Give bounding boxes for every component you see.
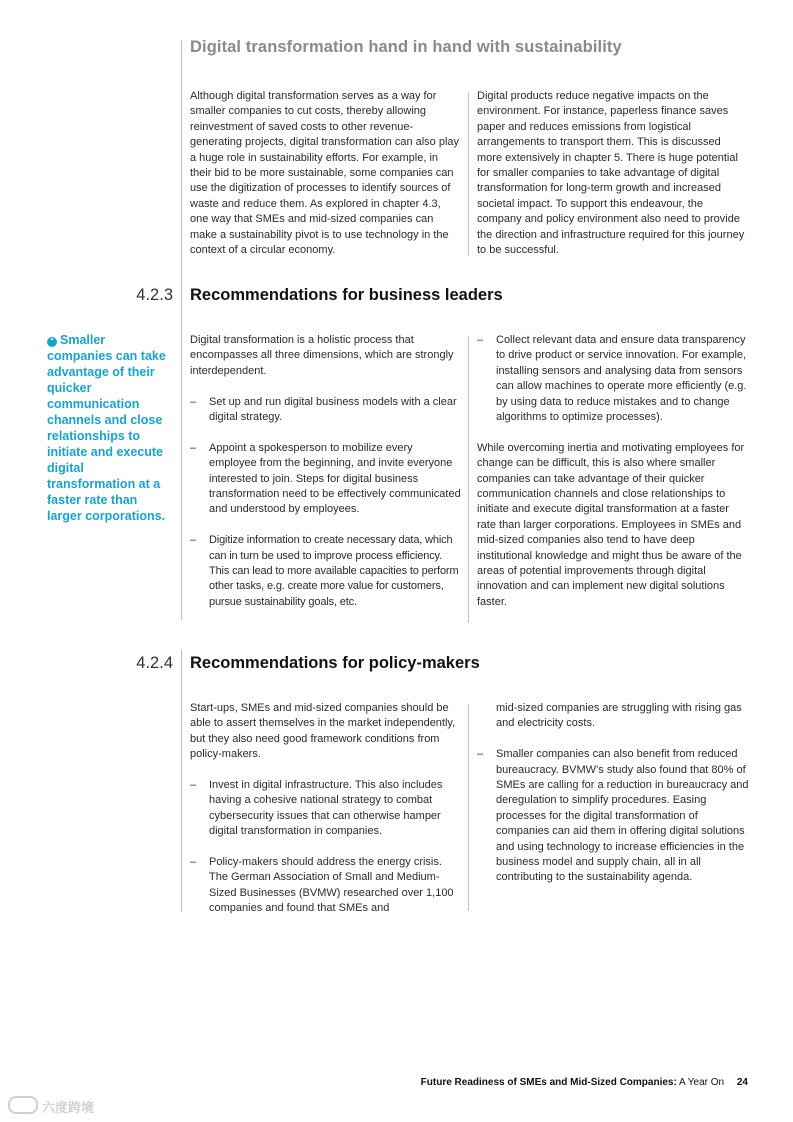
quote-icon: “: [47, 337, 57, 347]
pull-quote-text: Smaller companies can take advantage of their quicker communication channels and close relationships to initiate and execute digital transformation at a faster rate than larger corporations.: [47, 333, 166, 523]
section-423-left-column: [190, 333, 462, 626]
list-item: – Appoint a spokesperson to mobilize every employee from the beginning, and invite everyone interested to join. Steps for digital business transformation need to be effectively communicated and understood by employees.: [190, 441, 462, 518]
section-423-right-column: [477, 333, 749, 610]
column-divider-423: [468, 336, 469, 623]
left-margin-rule-2: [181, 650, 182, 912]
list-item: – Policy-makers should address the energy crisis. The German Association of Small and Medium-Sized Businesses (BVMW) researched over 1,100 companies and found that SMEs and: [190, 855, 462, 917]
section-number-423: 4.2.3: [136, 286, 173, 304]
list-item: – Collect relevant data and ensure data transparency to drive product or service innovation. For example, installing sensors and analysing data from sensors can allow machines to operate more efficiently (e.g. by using data to reduce mistakes and to change algorithms to optimize processes).: [477, 333, 749, 425]
watermark-text: 六度跨境: [42, 1100, 95, 1115]
list-item: – Invest in digital infrastructure. This also includes having a cohesive national strategy to combat cybersecurity issues that can otherwise hamper digital transformation in companies.: [190, 778, 462, 840]
footer-title-rest: A Year On: [676, 1077, 725, 1088]
section-title-424: Recommendations for policy-makers: [190, 654, 480, 672]
section-title-423: Recommendations for business leaders: [190, 286, 503, 304]
watermark-logo-icon: [8, 1096, 38, 1114]
list-item: – Digitize information to create necessary data, which can in turn be used to improve process efficiency. This can lead to more available capacities to perform other tasks, e.g. create more value for customers, pursue sustainability goals, etc.: [190, 533, 462, 610]
column-divider-424: [468, 704, 469, 911]
list-item: – Set up and run digital business models with a clear digital strategy.: [190, 395, 462, 426]
footer-title-bold: Future Readiness of SMEs and Mid-Sized Companies:: [420, 1077, 677, 1088]
section-423-intro: Digital transformation is a holistic process that encompasses all three dimensions, which are strongly interdependent.: [190, 334, 454, 377]
section-424-continuation: mid-sized companies are struggling with rising gas and electricity costs.: [496, 702, 742, 730]
list-item: – Smaller companies can also benefit from reduced bureaucracy. BVMW’s study also found that 80% of SMEs are calling for a reduction in bureaucracy and deregulation to simplify procedures. Easing processes for the digital transformation of companies can aid them in offering digital solutions and using technology to increase efficiencies in the business model and supply chain, all in all contributing to the sustainability agenda.: [477, 747, 749, 886]
section-423-right-paragraph: While overcoming inertia and motivating employees for change can be difficult, this is also where smaller companies can take advantage of their quicker communication channels and close relationships to initiate and execute digital transformation at a faster rate than larger corporations. Employees in SMEs and mid-sized companies also tend to have deep institutional knowledge and might thus be aware of the areas of potential improvements through digital innovation and can implement new digital solutions faster.: [477, 441, 745, 608]
intro-left-paragraph: Although digital transformation serves as a way for smaller companies to cut costs, thereby allowing reinvestment of saved costs to other revenue-generating projects, digital transformation can also play a huge role in sustainability efforts. For example, in their bid to be more sustainable, some companies can use the digitization of processes to identify sources of waste and reduce them. As explored in chapter 4.3, one way that SMEs and mid-sized companies can make a sustainability pivot is to use technology in the context of a circular economy.: [190, 90, 460, 257]
page-footer: [248, 1077, 748, 1088]
watermark: [8, 1096, 94, 1116]
page-number: 24: [736, 1077, 748, 1088]
section-424-left-column: [190, 701, 462, 917]
left-margin-rule: [181, 40, 182, 620]
section-424-intro: Start-ups, SMEs and mid-sized companies should be able to assert themselves in the market independently, but they also need good framework conditions from policy-makers.: [190, 702, 456, 761]
column-divider-intro: [468, 92, 469, 256]
page-title: Digital transformation hand in hand with sustainability: [190, 38, 622, 56]
section-424-right-column: [477, 701, 749, 901]
pull-quote: [47, 332, 169, 524]
intro-right-paragraph: Digital products reduce negative impacts on the environment. For instance, paperless finance saves paper and reduces emissions from logistical arrangements to transport them. This is discussed more extensively in chapter 5. There is huge potential for smaller companies to take advantage of digital transformation for long-term growth and increased societal impact. To support this endeavour, the company and policy environment also need to provide the direction and infrastructure required for this journey to be successful.: [477, 90, 745, 257]
section-number-424: 4.2.4: [136, 654, 173, 672]
